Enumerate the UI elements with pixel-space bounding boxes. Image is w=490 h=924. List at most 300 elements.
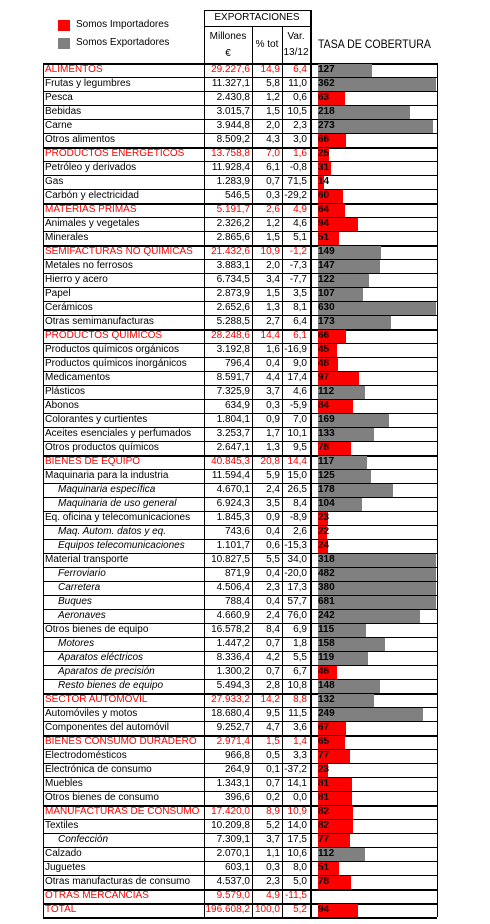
tasa-value-label: 380 (318, 582, 335, 593)
row-label: Colorantes y curtientes (45, 414, 148, 425)
table-row (0, 749, 490, 763)
cell-var: 4,6 (293, 218, 307, 229)
cell-millones: 17.420,0 (211, 806, 250, 817)
tasa-value-label: 78 (318, 442, 330, 453)
table-row (0, 805, 490, 819)
row-label: Minerales (45, 232, 89, 243)
cell-millones: 4.670,1 (216, 484, 250, 495)
cell-pct: 1,5 (266, 736, 280, 747)
cell-var: 5,5 (293, 652, 307, 663)
row-label: Bebidas (45, 106, 82, 117)
cell-var: 5,2 (293, 904, 307, 915)
cell-pct: 5,5 (266, 554, 280, 565)
cell-var: 0,6 (293, 92, 307, 103)
row-label: Ferroviario (58, 568, 106, 579)
tasa-value-label: 681 (318, 596, 335, 607)
cell-millones: 396,6 (224, 792, 250, 803)
tasa-value-label: 94 (318, 904, 330, 915)
tasa-bar (318, 568, 436, 581)
cell-pct: 8,4 (266, 624, 280, 635)
tasa-value-label: 66 (318, 330, 330, 341)
tasa-value-label: 60 (318, 190, 330, 201)
tasa-value-label: 81 (318, 792, 330, 803)
cell-millones: 28.248,6 (211, 330, 250, 341)
tasa-value-label: 173 (318, 316, 335, 327)
cell-millones: 10.827,5 (211, 554, 250, 565)
cell-pct: 2,3 (266, 876, 280, 887)
table-row (0, 189, 490, 203)
tasa-value-label: 64 (318, 204, 330, 215)
table-row (0, 483, 490, 497)
cell-millones: 2.326,2 (216, 218, 250, 229)
table-row (0, 875, 490, 889)
cell-pct: 4,4 (266, 372, 280, 383)
table-row (0, 525, 490, 539)
cell-var: 17,4 (287, 372, 307, 383)
table-row (0, 595, 490, 609)
cell-var: -29,2 (284, 190, 307, 201)
table-row (0, 441, 490, 455)
tasa-value-label: 67 (318, 722, 330, 733)
cell-pct: 0,6 (266, 540, 280, 551)
cell-var: 1,8 (293, 638, 307, 649)
cell-pct: 2,0 (266, 120, 280, 131)
cell-millones: 9.579,0 (216, 890, 250, 901)
cell-pct: 14,4 (260, 330, 280, 341)
table-row (0, 665, 490, 679)
cell-var: -16,9 (284, 344, 307, 355)
tasa-value-label: 51 (318, 232, 330, 243)
row-label: Juguetes (45, 862, 86, 873)
row-label: Otros alimentos (45, 134, 116, 145)
tasa-value-label: 45 (318, 344, 330, 355)
cell-pct: 5,2 (266, 820, 280, 831)
row-label: Aceites esenciales y perfumados (45, 428, 192, 439)
tasa-value-label: 362 (318, 78, 335, 89)
header-millones-unit: € (225, 48, 231, 59)
tasa-value-label: 84 (318, 400, 330, 411)
row-label: Maquinaria específica (58, 484, 156, 495)
tasa-value-label: 104 (318, 498, 335, 509)
cell-var: 14,0 (287, 820, 307, 831)
row-label: SEMIFACTURAS NO QUÍMICAS (45, 246, 193, 257)
table-row (0, 105, 490, 119)
row-label: Medicamentos (45, 372, 111, 383)
cell-millones: 196.608,2 (205, 904, 250, 915)
row-label: Otras manufacturas de consumo (45, 876, 191, 887)
cell-millones: 8.336,4 (216, 652, 250, 663)
cell-pct: 14,2 (260, 694, 280, 705)
tasa-value-label: 132 (318, 694, 335, 705)
tasa-value-label: 158 (318, 638, 335, 649)
header-millones: Millones (209, 31, 247, 42)
table-row (0, 287, 490, 301)
row-label: SECTOR AUTOMÓVIL (45, 694, 148, 705)
table-row (0, 427, 490, 441)
tasa-value-label: 117 (318, 456, 335, 467)
cell-millones: 40.845,3 (211, 456, 250, 467)
row-label: TOTAL (45, 904, 77, 915)
cell-pct: 7,0 (266, 148, 280, 159)
row-label: Aeronaves (58, 610, 106, 621)
cell-var: 6,7 (293, 666, 307, 677)
cell-pct: 1,2 (266, 92, 280, 103)
cell-millones: 9.252,7 (216, 722, 250, 733)
row-label: PRODUCTOS QUÍMICOS (45, 330, 163, 341)
cell-var: -1,2 (289, 246, 307, 257)
cell-millones: 13.758,8 (211, 148, 250, 159)
cell-var: 10,6 (287, 848, 307, 859)
cell-millones: 788,4 (224, 596, 250, 607)
table-row (0, 371, 490, 385)
cell-pct: 1,7 (266, 428, 280, 439)
cell-pct: 0,5 (266, 750, 280, 761)
table-row (0, 343, 490, 357)
table-row (0, 203, 490, 217)
table-row (0, 735, 490, 749)
tasa-value-label: 630 (318, 302, 335, 313)
cell-pct: 1,3 (266, 442, 280, 453)
cell-millones: 1.804,1 (216, 414, 250, 425)
cell-millones: 7.325,9 (216, 386, 250, 397)
table-row (0, 161, 490, 175)
cell-pct: 4,2 (266, 652, 280, 663)
cell-pct: 0,3 (266, 862, 280, 873)
table-row (0, 63, 490, 77)
cell-millones: 2.652,6 (216, 302, 250, 313)
cell-millones: 796,4 (224, 358, 250, 369)
tasa-value-label: 51 (318, 862, 330, 873)
cell-millones: 4.506,4 (216, 582, 250, 593)
tasa-value-label: 107 (318, 288, 335, 299)
cell-var: 5,0 (293, 876, 307, 887)
cell-var: 9,5 (293, 442, 307, 453)
cell-millones: 1.300,2 (216, 666, 250, 677)
cell-pct: 14,9 (260, 64, 280, 75)
cell-millones: 871,9 (224, 568, 250, 579)
cell-var: 3,5 (293, 288, 307, 299)
cell-pct: 4,9 (266, 890, 280, 901)
cell-millones: 11.928,4 (211, 162, 250, 173)
cell-var: 11,5 (288, 708, 307, 719)
cell-pct: 1,2 (266, 218, 280, 229)
row-label: Otros bienes de consumo (45, 792, 159, 803)
cell-pct: 6,1 (266, 162, 280, 173)
cell-var: 2,6 (293, 526, 307, 537)
table-bottom-border (43, 917, 437, 919)
row-label: Plásticos (45, 386, 86, 397)
cell-pct: 3,5 (266, 498, 280, 509)
cell-millones: 2.971,4 (216, 736, 250, 747)
cell-var: -8,9 (289, 512, 307, 523)
table-row (0, 763, 490, 777)
tasa-value-label: 31 (318, 162, 330, 173)
row-label: Otros bienes de equipo (45, 624, 149, 635)
row-label: Maq. Autom. datos y eq. (58, 526, 167, 537)
cell-millones: 29.227,6 (211, 64, 250, 75)
row-label: ALIMENTOS (45, 64, 103, 75)
row-label: Abonos (45, 400, 79, 411)
table-row (0, 693, 490, 707)
table-row (0, 245, 490, 259)
cell-var: 8,0 (293, 862, 307, 873)
table-row (0, 77, 490, 91)
header-group-title: EXPORTACIONES (214, 12, 300, 23)
cell-var: 8,4 (293, 498, 307, 509)
cell-var: -11,5 (284, 890, 307, 901)
legend-label: Somos Importadores (76, 19, 169, 30)
table-row (0, 301, 490, 315)
row-label: Calzado (45, 848, 82, 859)
cell-millones: 3.883,1 (216, 260, 250, 271)
table-row (0, 889, 490, 903)
cell-millones: 6.924,3 (216, 498, 250, 509)
table-row (0, 259, 490, 273)
cell-pct: 0,9 (266, 512, 280, 523)
cell-pct: 0,4 (266, 568, 280, 579)
cell-var: 17,3 (287, 582, 307, 593)
cell-pct: 3,7 (266, 386, 280, 397)
cell-pct: 1,5 (266, 288, 280, 299)
table-row (0, 861, 490, 875)
cell-millones: 11.594,4 (211, 470, 250, 481)
header-pct: % tot (255, 39, 279, 50)
cell-pct: 0,1 (266, 764, 280, 775)
cell-millones: 264,9 (224, 764, 250, 775)
row-label: MANUFACTURAS DE CONSUMO (45, 806, 200, 817)
tasa-value-label: 48 (318, 358, 330, 369)
cell-millones: 966,8 (224, 750, 250, 761)
cell-pct: 3,4 (266, 274, 280, 285)
row-label: BIENES CONSUMO DURADERO (45, 736, 197, 747)
row-label: Papel (45, 288, 71, 299)
tasa-value-label: 22 (318, 526, 330, 537)
table-row (0, 707, 490, 721)
legend-swatch-gray (58, 38, 70, 49)
table-row (0, 357, 490, 371)
table-row (0, 721, 490, 735)
cell-pct: 100,0 (254, 904, 280, 915)
cell-pct: 0,4 (266, 526, 280, 537)
cell-millones: 2.430,8 (216, 92, 250, 103)
table-row (0, 819, 490, 833)
row-label: Petróleo y derivados (45, 162, 137, 173)
table-row (0, 455, 490, 469)
cell-pct: 0,4 (266, 596, 280, 607)
tasa-value-label: 127 (318, 64, 335, 75)
row-label: Metales no ferrosos (45, 260, 133, 271)
row-label: Automóviles y motos (45, 708, 138, 719)
cell-var: 10,9 (287, 806, 307, 817)
table-row (0, 147, 490, 161)
row-label: Maquinaria de uso general (58, 498, 177, 509)
row-label: Hierro y acero (45, 274, 108, 285)
table-row (0, 91, 490, 105)
cell-pct: 9,5 (266, 708, 280, 719)
cell-var: 6,4 (293, 316, 307, 327)
cell-var: -37,2 (284, 764, 307, 775)
table-row (0, 791, 490, 805)
row-label: Componentes del automóvil (45, 722, 169, 733)
table-row (0, 469, 490, 483)
row-label: Textiles (45, 820, 79, 831)
header-top-border (204, 10, 310, 11)
cell-millones: 11.327,1 (211, 78, 250, 89)
table-row (0, 637, 490, 651)
tasa-value-label: 23 (318, 764, 330, 775)
legend-swatch-red (58, 20, 70, 31)
row-label: Eq. oficina y telecomunicaciones (45, 512, 191, 523)
cell-var: 6,4 (293, 64, 307, 75)
table-row (0, 567, 490, 581)
cell-pct: 1,3 (266, 302, 280, 313)
table-row (0, 175, 490, 189)
tasa-value-label: 23 (318, 512, 330, 523)
row-label: Aparatos de precisión (58, 666, 155, 677)
cell-pct: 2,0 (266, 260, 280, 271)
cell-pct: 0,7 (266, 666, 280, 677)
tasa-value-label: 119 (318, 652, 335, 663)
table-row (0, 399, 490, 413)
cell-pct: 0,7 (266, 176, 280, 187)
cell-pct: 0,3 (266, 400, 280, 411)
cell-pct: 1,1 (266, 848, 280, 859)
row-label: Maquinaria para la industria (45, 470, 169, 481)
row-label: Carbón y electricidad (45, 190, 139, 201)
table-row (0, 623, 490, 637)
tasa-value-label: 46 (318, 666, 330, 677)
tasa-value-label: 482 (318, 568, 335, 579)
cell-var: 15,0 (287, 470, 307, 481)
tasa-bar (318, 582, 436, 595)
cell-var: 17,5 (287, 834, 307, 845)
row-label: Resto bienes de equipo (58, 680, 164, 691)
cell-millones: 2.647,1 (216, 442, 250, 453)
cell-var: 34,0 (287, 554, 307, 565)
cell-millones: 3.253,7 (216, 428, 250, 439)
cell-millones: 5.494,3 (216, 680, 250, 691)
table-row (0, 833, 490, 847)
cell-millones: 27.933,2 (211, 694, 250, 705)
cell-var: 14,4 (287, 456, 307, 467)
row-label: Carretera (58, 582, 101, 593)
table-row (0, 413, 490, 427)
cell-pct: 4,3 (266, 134, 280, 145)
cell-pct: 2,3 (266, 582, 280, 593)
cell-var: 14,1 (287, 778, 307, 789)
cell-millones: 8.591,7 (216, 372, 250, 383)
tasa-value-label: 82 (318, 820, 330, 831)
cell-var: 4,9 (293, 204, 307, 215)
table-row (0, 553, 490, 567)
row-label: BIENES DE EQUIPO (45, 456, 141, 467)
table-row (0, 231, 490, 245)
legend-label: Somos Exportadores (76, 37, 170, 48)
tasa-value-label: 133 (318, 428, 335, 439)
cell-millones: 743,6 (224, 526, 250, 537)
cell-var: 3,0 (293, 134, 307, 145)
table-row (0, 497, 490, 511)
cell-var: 76,0 (287, 610, 307, 621)
cell-millones: 5.191,7 (216, 204, 250, 215)
tasa-bar (318, 302, 436, 315)
table-row (0, 679, 490, 693)
cell-millones: 2.873,9 (216, 288, 250, 299)
cell-var: 3,6 (293, 722, 307, 733)
row-label: Pesca (45, 92, 73, 103)
table-row (0, 609, 490, 623)
cell-millones: 546,5 (224, 190, 250, 201)
cell-millones: 2.070,1 (216, 848, 250, 859)
tasa-value-label: 97 (318, 372, 330, 383)
cell-var: 71,5 (287, 176, 307, 187)
cell-pct: 10,9 (260, 246, 280, 257)
row-label: PRODUCTOS ENERGÉTICOS (45, 148, 185, 159)
tasa-value-label: 149 (318, 246, 335, 257)
cell-pct: 2,7 (266, 316, 280, 327)
tasa-value-label: 24 (318, 540, 330, 551)
cell-pct: 0,4 (266, 358, 280, 369)
cell-var: -0,8 (289, 162, 307, 173)
cell-pct: 1,5 (266, 106, 280, 117)
cell-millones: 3.944,8 (216, 120, 250, 131)
row-label: Equipos telecomunicaciones (58, 540, 185, 551)
table-row (0, 539, 490, 553)
cell-var: -5,9 (289, 400, 307, 411)
cell-millones: 2.865,6 (216, 232, 250, 243)
table-row (0, 777, 490, 791)
cell-pct: 1,5 (266, 232, 280, 243)
tasa-value-label: 65 (318, 736, 330, 747)
tasa-value-label: 148 (318, 680, 335, 691)
cell-var: 7,0 (293, 414, 307, 425)
cell-var: 2,3 (293, 120, 307, 131)
cell-var: 5,1 (293, 232, 307, 243)
cell-millones: 16.578,2 (211, 624, 250, 635)
row-label: Aparatos eléctricos (58, 652, 144, 663)
cell-pct: 5,8 (266, 78, 280, 89)
cell-var: 57,7 (287, 596, 307, 607)
tasa-value-label: 82 (318, 806, 330, 817)
cell-millones: 3.015,7 (216, 106, 250, 117)
cell-pct: 0,9 (266, 414, 280, 425)
cell-millones: 7.309,1 (216, 834, 250, 845)
table-row (0, 119, 490, 133)
row-label: Carne (45, 120, 73, 131)
cell-pct: 2,4 (266, 610, 280, 621)
row-label: Confección (58, 834, 109, 845)
cell-millones: 6.734,5 (216, 274, 250, 285)
cell-var: -7,7 (289, 274, 307, 285)
row-label: Gas (45, 176, 64, 187)
row-label: MATERIAS PRIMAS (45, 204, 137, 215)
cell-var: 9,0 (293, 358, 307, 369)
cell-pct: 2,4 (266, 484, 280, 495)
cell-var: -15,3 (284, 540, 307, 551)
row-label: Productos químicos inorgánicos (45, 358, 187, 369)
row-label: Electrodomésticos (45, 750, 127, 761)
tasa-bar (318, 554, 436, 567)
cell-var: 11,0 (288, 78, 307, 89)
cell-pct: 0,3 (266, 190, 280, 201)
cell-pct: 0,7 (266, 638, 280, 649)
header-var-period: 13/12 (283, 47, 309, 58)
cell-pct: 0,2 (266, 792, 280, 803)
cell-millones: 10.209,8 (211, 820, 250, 831)
header-group-divider (204, 26, 310, 27)
tasa-value-label: 77 (318, 834, 330, 845)
row-label: Motores (58, 638, 95, 649)
